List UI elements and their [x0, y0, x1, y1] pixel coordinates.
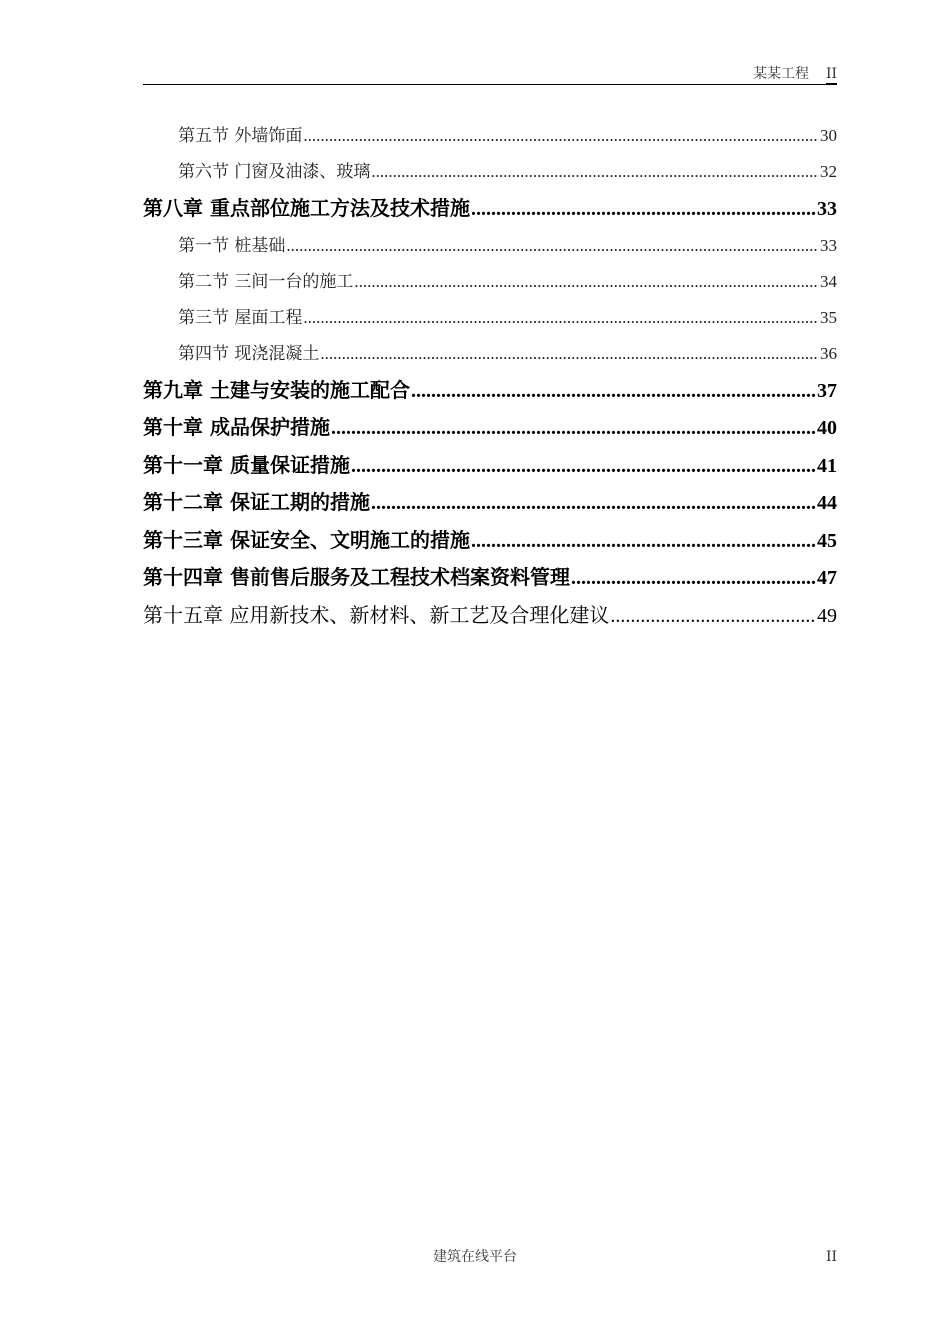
toc-leader-dots: [471, 191, 816, 228]
toc-entry-section[interactable]: [143, 300, 837, 336]
toc-entry-label: 第十三章 保证安全、文明施工的措施: [143, 527, 470, 552]
toc-entry-label: 第九章 土建与安装的施工配合: [143, 377, 410, 402]
toc-entry-page: 37: [817, 379, 837, 402]
toc-entry-section[interactable]: [143, 264, 837, 300]
toc-entry-chapter[interactable]: [143, 484, 837, 522]
toc-entry-label: 第十一章 质量保证措施: [143, 452, 350, 477]
toc-entry-chapter[interactable]: [143, 597, 837, 635]
toc-entry-page: 40: [817, 417, 837, 439]
toc-entry-page: 49: [817, 604, 837, 627]
toc-entry-chapter[interactable]: [143, 372, 837, 410]
toc-leader-dots: [610, 598, 816, 635]
toc-entry-page: 44: [817, 492, 837, 514]
toc-entry-chapter[interactable]: [143, 522, 837, 560]
toc-entry-chapter[interactable]: [143, 190, 837, 228]
toc-entry-page: 41: [817, 454, 837, 477]
toc-entry-label: 第三节 屋面工程: [178, 307, 303, 328]
toc-entry-page: 30: [820, 126, 837, 145]
toc-entry-section[interactable]: [143, 336, 837, 372]
toc-entry-page: 47: [817, 567, 837, 589]
toc-entry-page: 34: [820, 271, 837, 291]
toc-entry-label: 第十五章 应用新技术、新材料、新工艺及合理化建议: [143, 602, 610, 627]
toc-leader-dots: [303, 300, 819, 336]
toc-entry-page: 35: [820, 307, 837, 327]
toc-leader-dots: [371, 154, 819, 190]
toc-leader-dots: [351, 448, 816, 485]
toc-entry-section[interactable]: [143, 118, 837, 154]
page-header: [143, 64, 837, 85]
toc-entry-label: 第一节 桩基础: [178, 235, 286, 256]
toc-entry-label: 第十章 成品保护措施: [143, 415, 330, 439]
toc-entry-label: 第十二章 保证工期的措施: [143, 490, 370, 514]
toc-entry-section[interactable]: [143, 154, 837, 190]
table-of-contents: [143, 118, 837, 634]
toc-leader-dots: [320, 336, 819, 372]
toc-entry-label: 第八章 重点部位施工方法及技术措施: [143, 196, 470, 220]
toc-leader-dots: [354, 264, 819, 300]
toc-leader-dots: [471, 523, 816, 560]
toc-leader-dots: [303, 118, 819, 154]
toc-entry-label: 第四节 现浇混凝土: [178, 343, 320, 364]
toc-entry-label: 第五节 外墙饰面: [178, 126, 303, 146]
toc-entry-page: 33: [817, 198, 837, 220]
toc-leader-dots: [571, 560, 816, 597]
toc-entry-label: 第十四章 售前售后服务及工程技术档案资料管理: [143, 565, 570, 589]
toc-entry-label: 第二节 三间一台的施工: [178, 271, 354, 292]
toc-entry-label: 第六节 门窗及油漆、玻璃: [178, 162, 371, 182]
header-page-number: II: [825, 66, 837, 82]
toc-leader-dots: [371, 485, 816, 522]
header-title: 某某工程: [753, 66, 809, 82]
toc-entry-page: 36: [820, 343, 837, 363]
page-footer-text: 建筑在线平台: [433, 1249, 517, 1265]
toc-entry-chapter[interactable]: [143, 559, 837, 597]
toc-entry-chapter[interactable]: [143, 447, 837, 485]
toc-leader-dots: [331, 410, 816, 447]
page-footer-number: II: [825, 1249, 837, 1265]
toc-entry-page: 45: [817, 529, 837, 552]
toc-entry-page: 32: [820, 162, 837, 181]
toc-leader-dots: [286, 228, 819, 264]
toc-leader-dots: [411, 373, 816, 410]
toc-entry-section[interactable]: [143, 228, 837, 264]
toc-entry-chapter[interactable]: [143, 409, 837, 447]
toc-entry-page: 33: [820, 235, 837, 255]
